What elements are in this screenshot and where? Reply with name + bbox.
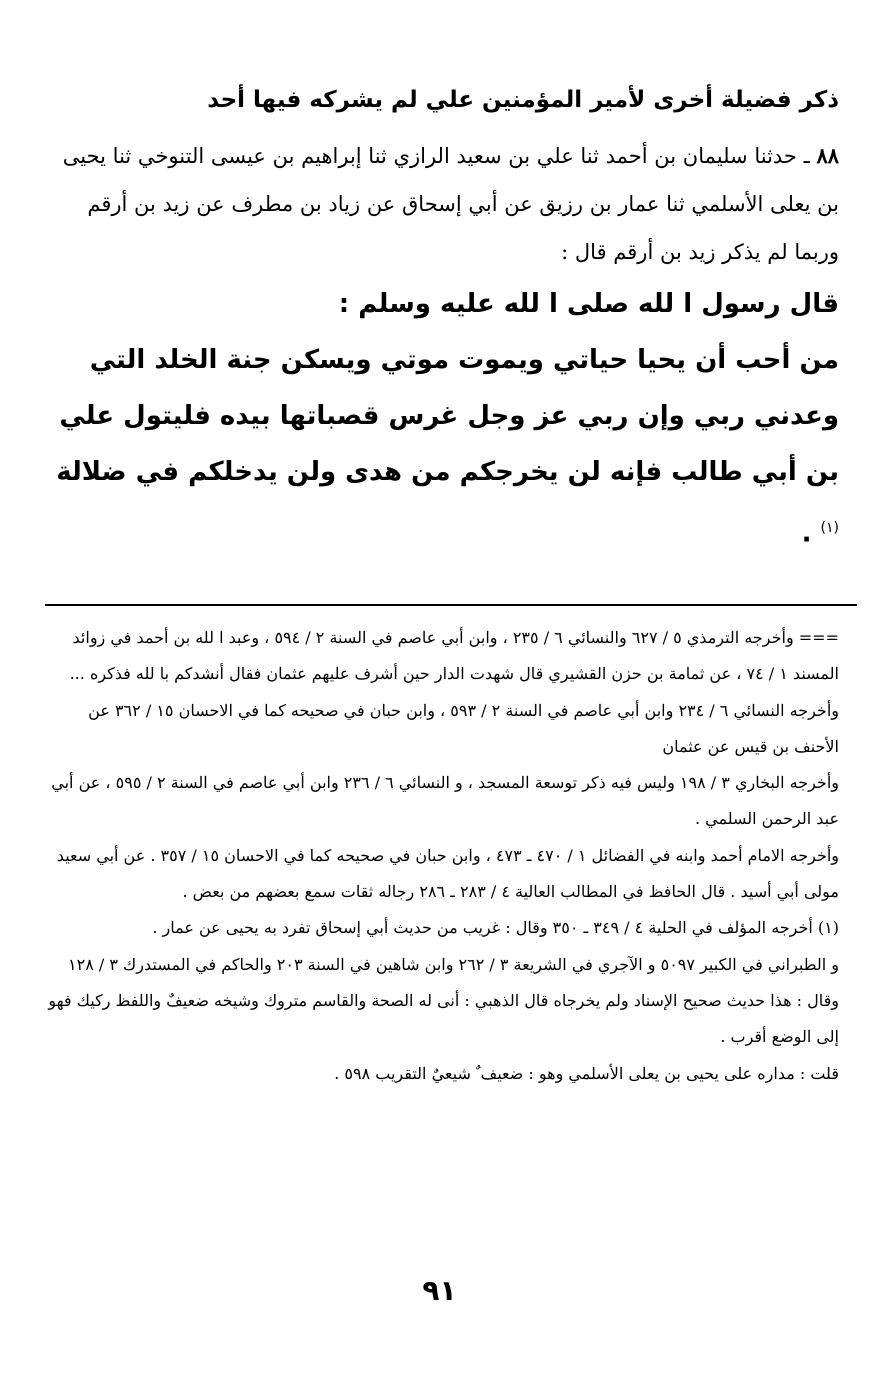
hadith-number: ٨٨ — [816, 143, 839, 168]
matn-body — [40, 332, 839, 562]
footnote-paragraph: وأخرجه الامام أحمد وابنه في الفضائل ١ / ٤٧٠ ـ ٤٧٣ ، وابن حبان في صحيحه كما في الاحسان ١٥ / ٣٥٧ . عن أبي سعيد مولى أبي أسيد . قال الحافظ في المطالب العالية ٤ / ٢٨٣ ـ ٢٨٦ رجاله ثقات سمع بعضهم من بعض . — [56, 845, 839, 902]
hadith-matn — [40, 276, 839, 562]
hadith-isnad — [40, 132, 839, 276]
footnote-paragraph: وأخرجه البخاري ٣ / ١٩٨ وليس فيه ذكر توسعة المسجد ، و النسائي ٦ / ٢٣٦ وابن أبي عاصم في السنة ٢ / ٥٩٥ ، عن أبي عبد الرحمن السلمي . — [51, 773, 839, 829]
footnote-paragraph: قلت : مداره على يحيى بن يعلى الأسلمي وهو : ضعيف ٌ شيعيٌ التقريب ٥٩٨ . — [334, 1063, 839, 1083]
footnote-paragraph: و الطبراني في الكبير ٥٠٩٧ و الآجري في الشريعة ٣ / ٢٦٢ وابن شاهين في السنة ٢٠٣ والحاكم في المستدرك ٣ / ١٢٨ وقال : هذا حديث صحيح الإسناد ولم يخرجاه قال الذهبي : أنى له الصحة والقاسم متروك وشيخه ضعيفٌ واللفظ ركيك فهو إلى الوضع أقرب . — [48, 954, 839, 1047]
matn-end: . — [801, 518, 812, 549]
matn-text: من أحب أن يحيا حياتي ويموت موتي ويسكن جنة الخلد التي وعدني ربي وإن ربي عز وجل غرس قصباتها بيده فليتول علي بن أبي طالب فإنه لن يخرجكم من هدى ولن يدخلكم في ضلالة — [56, 345, 839, 487]
isnad-text: ـ حدثنا سليمان بن أحمد ثنا علي بن سعيد الرازي ثنا إبراهيم بن عيسى التنوخي ثنا يحيى بن يعلى الأسلمي ثنا عمار بن رزيق عن أبي إسحاق عن زياد بن مطرف عن زيد بن أرقم وربما لم يذكر زيد بن أرقم قال : — [62, 144, 839, 264]
footnote-paragraph: === وأخرجه الترمذي ٥ / ٦٢٧ والنسائي ٦ / ٢٣٥ ، وابن أبي عاصم في السنة ٢ / ٥٩٤ ، وعبد ا لله بن أحمد في زوائد المسند ١ / ٧٤ ، عن ثمامة بن حزن القشيري قال شهدت الدار حين أشرف عليهم عثمان فقال أنشدكم با لله فذكره ... — [69, 628, 839, 684]
footnote-paragraph: (١) أخرجه المؤلف في الحلية ٤ / ٣٤٩ ـ ٣٥٠ وقال : غريب من حديث أبي إسحاق تفرد به يحيى عن عمار . — [152, 918, 839, 938]
footnote-paragraph: وأخرجه النسائي ٦ / ٢٣٤ وابن أبي عاصم في السنة ٢ / ٥٩٣ ، وابن حبان في صحيحه كما في الاحسان ١٥ / ٣٦٢ عن الأحنف بن قيس عن عثمان — [88, 700, 839, 756]
footnotes — [40, 620, 839, 1092]
matn-intro: قال رسول ا لله صلى ا لله عليه وسلم : — [338, 289, 839, 319]
section-heading: ذكر فضيلة أخرى لأمير المؤمنين علي لم يشركه فيها أحد — [207, 87, 839, 113]
footnote-divider — [45, 604, 857, 606]
footnote-marker: (١) — [820, 520, 839, 536]
page-number: ٩١ — [422, 1274, 457, 1307]
